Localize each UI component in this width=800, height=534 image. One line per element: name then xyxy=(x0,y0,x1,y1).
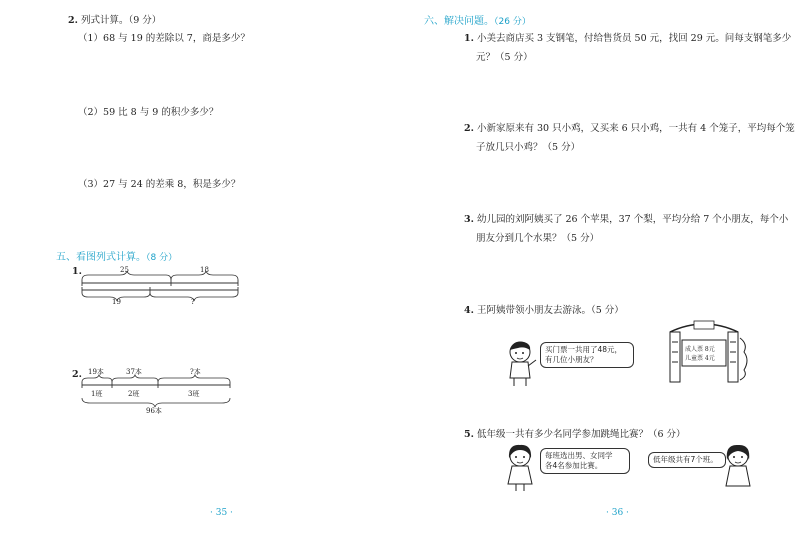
problem-5-bubble-1-line-1: 每班选出男、女同学 xyxy=(545,451,613,460)
problem-5-speech-bubble-2 xyxy=(648,452,726,468)
teacher-figure-icon xyxy=(720,444,760,494)
diagram-2-total: 96本 xyxy=(146,407,162,415)
right-page xyxy=(400,0,800,534)
problem-4-bubble-line-2: 有几位小朋友？ xyxy=(545,355,598,364)
question-2-item-3: （3）27 与 24 的差乘 8，积是多少？ xyxy=(78,179,241,190)
problem-5-bubble-1-line-2: 各4名参加比赛。 xyxy=(545,461,603,470)
diagram-1-label-19: 19 xyxy=(112,298,121,306)
page-number-36: · 36 · xyxy=(606,508,629,518)
diagram-2-label-unknown: ?本 xyxy=(190,368,201,376)
question-2-item-2: （2）59 比 8 与 9 的积少多少？ xyxy=(78,107,219,118)
question-2-heading: 2. 列式计算。（9 分） xyxy=(68,15,162,26)
ticket-sign-adult: 成人票 8元 xyxy=(685,346,715,353)
problem-5-speech-bubble-1 xyxy=(540,448,630,474)
diagram-2-number: 2. xyxy=(72,369,82,380)
diagram-1-number: 1. xyxy=(72,266,82,277)
diagram-2-label-19: 19本 xyxy=(88,368,104,376)
problem-2-line-1: 2. 小新家原来有 30 只小鸡，又买来 6 只小鸡，一共有 4 个笼子，平均每个笼 xyxy=(464,123,795,134)
diagram-2-class-3: 3班 xyxy=(188,390,200,398)
question-2-item-1: （1）68 与 19 的差除以 7，商是多少？ xyxy=(78,33,250,44)
problem-5-text: 5. 低年级一共有多少名同学参加跳绳比赛？（6 分） xyxy=(464,429,686,440)
ticket-sign-child: 儿童票 4元 xyxy=(685,355,715,362)
diagram-2-bars xyxy=(0,0,400,60)
problem-5-bubble-2-text: 低年级共有7个班。 xyxy=(653,455,718,464)
diagram-1-label-25: 25 xyxy=(120,266,129,274)
problem-1-line-2: 元？（5 分） xyxy=(476,52,533,63)
problem-1-line-1: 1. 小美去商店买 3 支钢笔，付给售货员 50 元，找回 29 元。问每支钢笔多少 xyxy=(464,33,792,44)
section-6-heading: 六、解决问题。（26 分） xyxy=(424,16,531,27)
problem-4-text: 4. 王阿姨带领小朋友去游泳。（5 分） xyxy=(464,305,624,316)
diagram-1-label-18: 18 xyxy=(200,266,209,274)
problem-3-line-1: 3. 幼儿园的刘阿姨买了 26 个苹果，37 个梨，平均分给 7 个小朋友，每个小 xyxy=(464,214,789,225)
diagram-2-class-1: 1班 xyxy=(91,390,103,398)
section-5-heading: 五、看图列式计算。（8 分） xyxy=(56,252,178,263)
diagram-2-class-2: 2班 xyxy=(128,390,140,398)
problem-2-line-2: 子放几只小鸡？（5 分） xyxy=(476,142,581,153)
boy-figure-icon xyxy=(504,340,544,390)
problem-3-line-2: 朋友分到几个水果？（5 分） xyxy=(476,233,600,244)
girl-figure-icon xyxy=(504,444,544,494)
problem-4-speech-bubble xyxy=(540,342,634,368)
diagram-2-label-37: 37本 xyxy=(126,368,142,376)
page-number-35: · 35 · xyxy=(210,508,233,518)
problem-4-bubble-line-1: 买门票一共用了48元， xyxy=(545,345,623,354)
diagram-1-label-unknown: ? xyxy=(191,298,195,306)
